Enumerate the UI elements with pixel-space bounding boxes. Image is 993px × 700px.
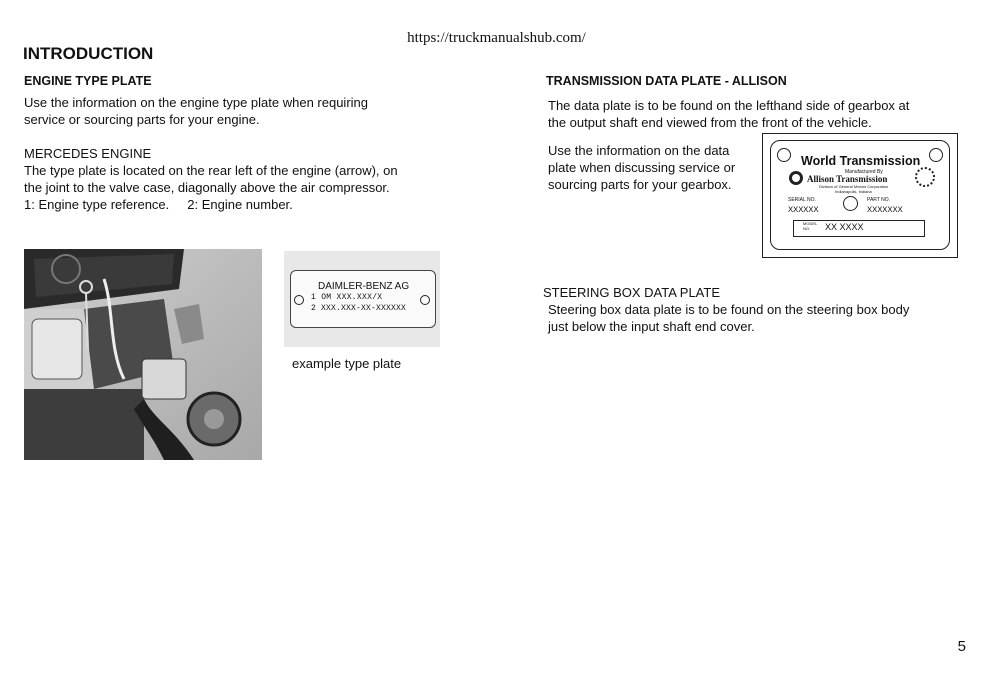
engine-photo <box>24 249 262 460</box>
mercedes-engine-heading: MERCEDES ENGINE <box>24 146 152 161</box>
allison-city: Indianapolis, Indiana <box>835 189 872 194</box>
engine-ref-1: 1: Engine type reference. <box>24 197 170 212</box>
engine-intro-line: Use the information on the engine type plate when requiring <box>24 95 368 110</box>
allison-serial-value: XXXXXX <box>788 205 819 215</box>
steering-paragraph <box>548 301 909 335</box>
plate-maker: DAIMLER-BENZ AG <box>318 281 410 292</box>
mercedes-body-line: the joint to the valve case, diagonally above the air compressor. <box>24 180 390 195</box>
engine-references <box>24 196 398 213</box>
allison-division: Division of General Motors Corporation <box>819 184 889 189</box>
transmission-body-line: plate when discussing service or <box>548 160 736 175</box>
allison-data-plate-image <box>762 133 958 258</box>
steering-body-line: Steering box data plate is to be found on the steering box body <box>548 302 910 317</box>
allison-brand: World Transmission <box>801 154 921 168</box>
transmission-body-paragraph <box>548 142 735 193</box>
transmission-intro-paragraph <box>548 97 909 131</box>
allison-model-value: XX XXXX <box>825 222 864 232</box>
plate-hole-left <box>294 295 304 305</box>
engine-ref-2: 2: Engine number. <box>187 197 293 212</box>
allison-seal-icon <box>915 167 935 187</box>
allison-serial-label: SERIAL NO. <box>788 197 816 203</box>
transmission-intro-line: The data plate is to be found on the lefthand side of gearbox at <box>548 98 910 113</box>
transmission-heading: TRANSMISSION DATA PLATE - ALLISON <box>546 74 787 88</box>
page-number: 5 <box>957 638 966 655</box>
allison-model-label-2: NO. <box>803 226 811 231</box>
mercedes-engine-paragraph <box>24 162 398 213</box>
source-url: https://truckmanualshub.com/ <box>407 30 586 46</box>
allison-model-label <box>803 221 817 231</box>
engine-intro-paragraph <box>24 94 368 128</box>
steering-heading: STEERING BOX DATA PLATE <box>543 285 720 300</box>
plate-caption: example type plate <box>292 356 402 371</box>
allison-part-value: XXXXXXX <box>867 205 903 215</box>
transmission-body-line: sourcing parts for your gearbox. <box>548 177 732 192</box>
allison-plate-hole-right <box>929 148 943 162</box>
allison-part-label: PART NO. <box>867 197 891 203</box>
allison-logo-icon <box>789 171 803 185</box>
allison-plate-hole-center <box>843 196 858 211</box>
engine-type-plate-heading: ENGINE TYPE PLATE <box>24 74 152 88</box>
plate-line-2: 2 XXX.XXX-XX-XXXXXX <box>311 304 407 313</box>
transmission-intro-line: the output shaft end viewed from the front of the vehicle. <box>548 115 872 130</box>
mercedes-body-line: The type plate is located on the rear left of the engine (arrow), on <box>24 163 398 178</box>
allison-manufactured-by: Manufactured By <box>845 169 883 175</box>
allison-plate-hole-left <box>777 148 791 162</box>
allison-company: Allison Transmission <box>807 174 888 184</box>
steering-body-line: just below the input shaft end cover. <box>548 319 755 334</box>
page-title: INTRODUCTION <box>23 44 154 63</box>
engine-intro-line: service or sourcing parts for your engine. <box>24 112 260 127</box>
plate-hole-right <box>420 295 430 305</box>
transmission-body-line: Use the information on the data <box>548 143 730 158</box>
plate-line-1: 1 OM XXX.XXX/X <box>311 293 383 302</box>
allison-model-label-1: MODEL <box>803 221 818 226</box>
daimler-type-plate-image <box>284 251 440 347</box>
